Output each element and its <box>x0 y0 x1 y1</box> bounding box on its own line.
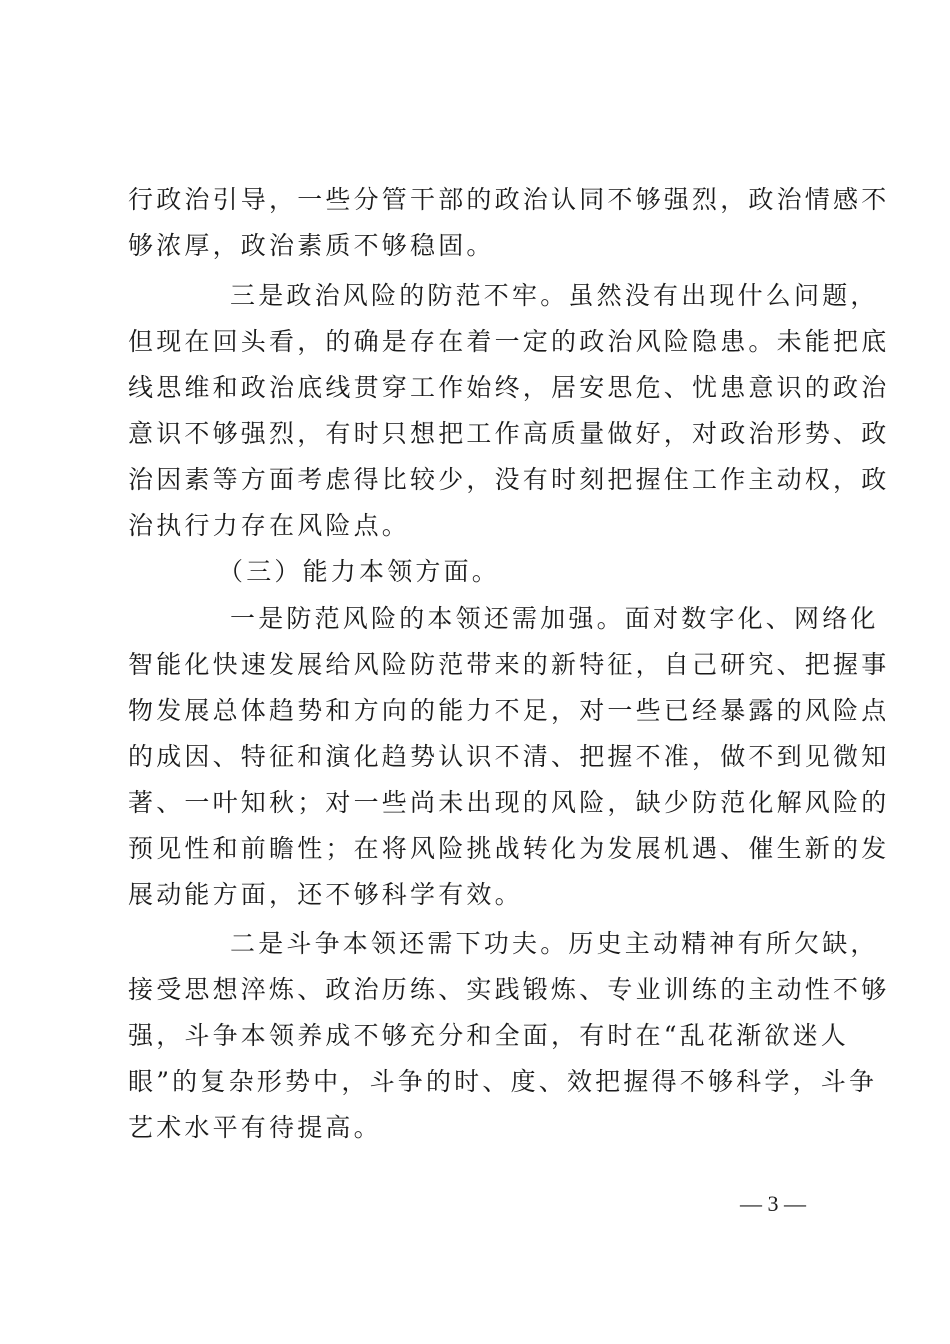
text-line: 的成因、特征和演化趋势认识不清、把握不准，做不到见微知 <box>128 742 890 771</box>
section-heading: （三）能力本领方面。 <box>218 557 501 586</box>
text-line: 二是斗争本领还需下功夫。历史主动精神有所欠缺， <box>230 929 879 958</box>
text-line: 治执行力存在风险点。 <box>128 511 411 540</box>
text-line: 一是防范风险的本领还需加强。面对数字化、网络化 <box>230 604 879 633</box>
text-line: 眼”的复杂形势中，斗争的时、度、效把握得不够科学，斗争 <box>128 1067 878 1096</box>
text-line: 行政治引导，一些分管干部的政治认同不够强烈，政治情感不 <box>128 185 890 214</box>
text-line: 但现在回头看，的确是存在着一定的政治风险隐患。未能把底 <box>128 327 890 356</box>
text-line: 强，斗争本领养成不够充分和全面，有时在“乱花渐欲迷人 <box>128 1021 849 1050</box>
text-line: 艺术水平有待提高。 <box>128 1113 382 1142</box>
text-line: 线思维和政治底线贯穿工作始终，居安思危、忧患意识的政治 <box>128 373 890 402</box>
text-line: 意识不够强烈，有时只想把工作高质量做好，对政治形势、政 <box>128 419 890 448</box>
text-line: 治因素等方面考虑得比较少，没有时刻把握住工作主动权，政 <box>128 465 890 494</box>
text-line: 物发展总体趋势和方向的能力不足，对一些已经暴露的风险点 <box>128 696 890 725</box>
text-line: 三是政治风险的防范不牢。虽然没有出现什么问题， <box>230 281 879 310</box>
text-line: 著、一叶知秋；对一些尚未出现的风险，缺少防范化解风险的 <box>128 788 890 817</box>
text-line: 预见性和前瞻性；在将风险挑战转化为发展机遇、催生新的发 <box>128 834 890 863</box>
text-line: 展动能方面，还不够科学有效。 <box>128 880 523 909</box>
text-line: 智能化快速发展给风险防范带来的新特征，自己研究、把握事 <box>128 650 890 679</box>
text-line: 够浓厚，政治素质不够稳固。 <box>128 231 495 260</box>
page-number: — 3 — <box>740 1191 806 1216</box>
text-line: 接受思想淬炼、政治历练、实践锻炼、专业训练的主动性不够 <box>128 975 890 1004</box>
